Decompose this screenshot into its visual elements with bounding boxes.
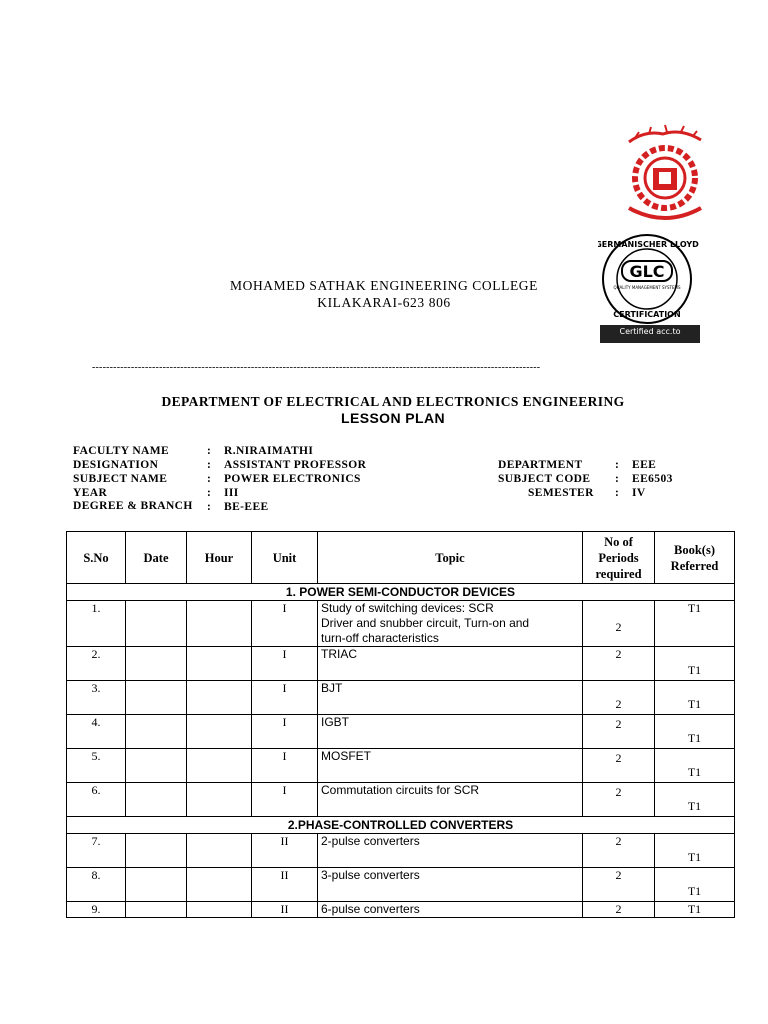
table-row (67, 647, 735, 681)
cell-date (126, 601, 187, 647)
cell-date (126, 868, 187, 902)
cert-logo-abbr: GLC (629, 262, 665, 281)
col-books-line: Book(s) (674, 542, 715, 557)
cell-hour (187, 902, 252, 918)
cell-sno: 3. (67, 681, 126, 715)
cell-hour (187, 749, 252, 783)
cell-topic: 6-pulse converters (318, 902, 583, 918)
section-row (67, 817, 735, 834)
designation-label: DESIGNATION (73, 459, 159, 471)
col-periods-line: required (595, 566, 642, 581)
cell-book: T1 (655, 868, 735, 902)
cell-date (126, 681, 187, 715)
cell-sno: 5. (67, 749, 126, 783)
cell-periods: 2 (583, 647, 655, 681)
cell-unit: I (252, 601, 318, 647)
table-row (67, 601, 735, 647)
faculty-value: R.NIRAIMATHI (224, 445, 314, 457)
cell-topic: TRIAC (318, 647, 583, 681)
sep: : (207, 473, 212, 485)
separator-line: ------------------------------------------------------------------------------------------------------------------------------- (92, 362, 541, 373)
cell-book: T1 (655, 834, 735, 868)
cell-unit: II (252, 902, 318, 918)
cell-unit: I (252, 783, 318, 817)
section-title: 1. POWER SEMI-CONDUCTOR DEVICES (67, 584, 735, 601)
topic-line: turn-off characteristics (321, 631, 439, 645)
cell-topic: BJT (318, 681, 583, 715)
cell-hour (187, 647, 252, 681)
cell-periods: 2 (583, 868, 655, 902)
cert-logo-bottom: CERTIFICATION (613, 310, 681, 319)
sep: : (207, 445, 212, 457)
cell-unit: I (252, 681, 318, 715)
section-row (67, 584, 735, 601)
lesson-plan-table (66, 531, 735, 918)
cell-topic (318, 601, 583, 647)
col-unit: Unit (252, 532, 318, 584)
year-value: III (224, 487, 239, 499)
cell-periods: 2 (583, 749, 655, 783)
cell-sno: 8. (67, 868, 126, 902)
cell-hour (187, 868, 252, 902)
sep: : (615, 487, 620, 499)
cell-hour (187, 783, 252, 817)
cell-sno: 4. (67, 715, 126, 749)
code-value: EE6503 (632, 473, 673, 485)
doc-title: LESSON PLAN (341, 410, 445, 426)
col-sno: S.No (67, 532, 126, 584)
table-row (67, 749, 735, 783)
cell-topic: 3-pulse converters (318, 868, 583, 902)
cell-book: T1 (655, 601, 735, 647)
cell-periods: 2 (583, 902, 655, 918)
sep: : (207, 501, 212, 513)
table-header-row (67, 532, 735, 584)
cell-periods: 2 (583, 681, 655, 715)
degree-value: BE-EEE (224, 501, 269, 513)
cell-sno: 1. (67, 601, 126, 647)
department-value: EEE (632, 459, 657, 471)
cell-sno: 9. (67, 902, 126, 918)
college-header (0, 277, 768, 311)
cell-topic: MOSFET (318, 749, 583, 783)
sep: : (207, 459, 212, 471)
col-books-line: Referred (670, 558, 719, 573)
col-periods (583, 532, 655, 584)
cell-topic: 2-pulse converters (318, 834, 583, 868)
cell-book: T1 (655, 749, 735, 783)
cell-date (126, 749, 187, 783)
cell-unit: I (252, 647, 318, 681)
topic-line: Driver and snubber circuit, Turn-on and (321, 616, 530, 630)
col-topic: Topic (318, 532, 583, 584)
cell-date (126, 834, 187, 868)
designation-value: ASSISTANT PROFESSOR (224, 459, 367, 471)
table-row (67, 715, 735, 749)
college-logo (615, 120, 715, 230)
cell-periods: 2 (583, 601, 655, 647)
cell-periods: 2 (583, 715, 655, 749)
cell-periods: 2 (583, 783, 655, 817)
cell-unit: II (252, 834, 318, 868)
cell-sno: 7. (67, 834, 126, 868)
sep: : (207, 487, 212, 499)
college-address: KILAKARAI-623 806 (317, 295, 451, 310)
cell-hour (187, 834, 252, 868)
degree-label: DEGREE & BRANCH (73, 500, 193, 512)
cell-book: T1 (655, 715, 735, 749)
sep: : (615, 473, 620, 485)
subject-label: SUBJECT NAME (73, 473, 168, 485)
year-label: YEAR (73, 487, 108, 499)
semester-label: SEMESTER (528, 487, 594, 499)
cell-book: T1 (655, 647, 735, 681)
cell-unit: I (252, 715, 318, 749)
col-periods-line: No of (604, 534, 633, 549)
cell-topic: Commutation circuits for SCR (318, 783, 583, 817)
col-periods-line: Periods (598, 550, 639, 565)
section-title: 2.PHASE-CONTROLLED CONVERTERS (67, 817, 735, 834)
topic-line: Study of switching devices: SCR (321, 601, 494, 615)
faculty-label: FACULTY NAME (73, 445, 170, 457)
table-row (67, 902, 735, 918)
cell-topic: IGBT (318, 715, 583, 749)
department-label: DEPARTMENT (498, 459, 583, 471)
cell-hour (187, 715, 252, 749)
cell-date (126, 715, 187, 749)
cell-book: T1 (655, 902, 735, 918)
code-label: SUBJECT CODE (498, 473, 591, 485)
sep: : (615, 459, 620, 471)
table-row (67, 834, 735, 868)
cell-hour (187, 601, 252, 647)
table-row (67, 868, 735, 902)
cell-periods: 2 (583, 834, 655, 868)
col-date: Date (126, 532, 187, 584)
cell-sno: 6. (67, 783, 126, 817)
col-hour: Hour (187, 532, 252, 584)
cert-caption: Certified acc.to (619, 327, 681, 336)
cell-unit: II (252, 868, 318, 902)
table-row (67, 783, 735, 817)
cell-date (126, 783, 187, 817)
department-title: DEPARTMENT OF ELECTRICAL AND ELECTRONICS ENGINEERING (161, 394, 625, 409)
college-name: MOHAMED SATHAK ENGINEERING COLLEGE (230, 278, 538, 293)
cell-book: T1 (655, 681, 735, 715)
col-books (655, 532, 735, 584)
cell-unit: I (252, 749, 318, 783)
cell-book: T1 (655, 783, 735, 817)
cert-logo-sub: QUALITY MANAGEMENT SYSTEMS (613, 285, 681, 290)
cell-date (126, 647, 187, 681)
subject-value: POWER ELECTRONICS (224, 473, 361, 485)
table-row (67, 681, 735, 715)
semester-value: IV (632, 487, 646, 499)
cell-date (126, 902, 187, 918)
cert-logo-text: GERMANISCHER LLOYD (598, 240, 699, 249)
cell-hour (187, 681, 252, 715)
cell-sno: 2. (67, 647, 126, 681)
